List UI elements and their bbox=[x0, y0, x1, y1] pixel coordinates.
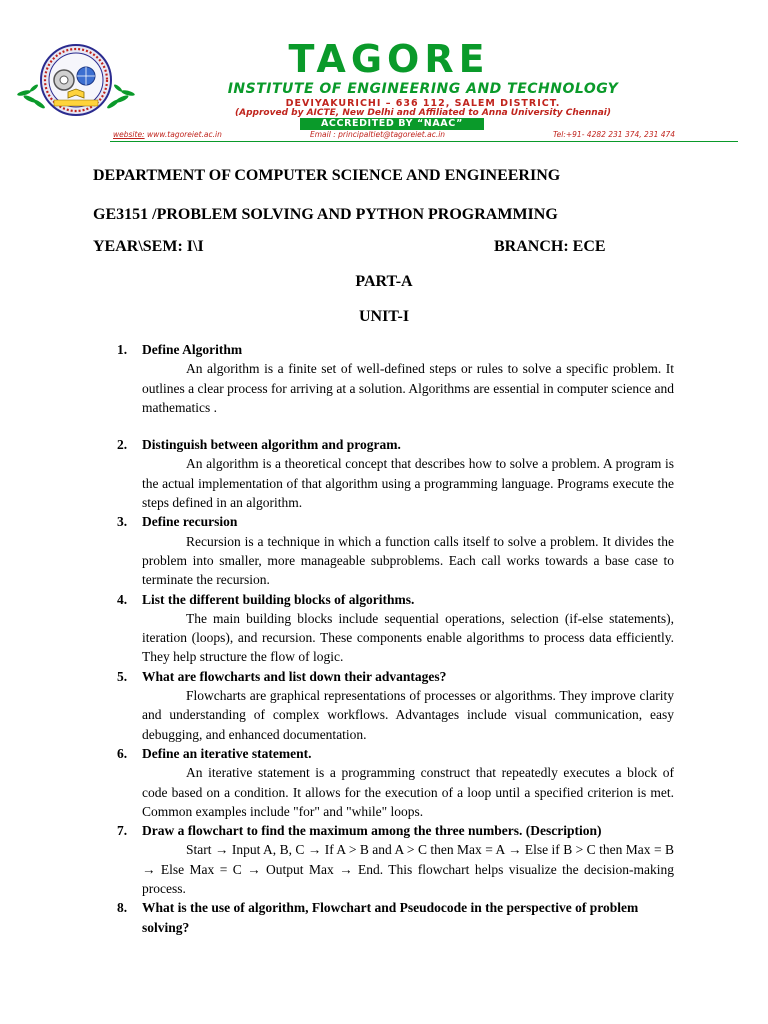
letterhead-divider bbox=[110, 141, 738, 142]
email-label: Email bbox=[310, 130, 331, 139]
question-answer: The main building blocks include sequential operations, selection (if-else statements), iteration (loops), and recursion. These components enable algorithms to process data efficiently. They help structure the flow of logic. bbox=[142, 610, 674, 665]
question-number: 7. bbox=[117, 823, 128, 839]
email-line bbox=[310, 130, 445, 139]
question-title: What is the use of algorithm, Flowchart and Pseudocode in the perspective of problem solving? bbox=[142, 900, 639, 935]
department-heading: DEPARTMENT OF COMPUTER SCIENCE AND ENGINEERING bbox=[93, 167, 561, 184]
approval-note: (Approved by AICTE, New Delhi and Affiliated to Anna University Chennai) bbox=[235, 108, 611, 118]
website-line bbox=[113, 130, 222, 139]
question-item bbox=[117, 435, 674, 512]
question-answer: Flowcharts are graphical representations of processes or algorithms. They improve clarity and understanding of complex workflows. Advantages include visual communication, easy debugging, and enhanced documentation. bbox=[142, 688, 674, 742]
question-answer: Start → Input A, B, C → If A > B and A > C then Max = A → Else if B > C then Max = B → Else Max = C → Output Max → End. This flowchart helps visualize the decision-making process. bbox=[142, 842, 674, 897]
question-number: 6. bbox=[117, 745, 128, 761]
question-title: What are flowcharts and list down their advantages? bbox=[142, 668, 447, 684]
question-title: Define Algorithm bbox=[142, 342, 243, 357]
question-item bbox=[117, 821, 674, 898]
question-item bbox=[117, 340, 674, 417]
question-item bbox=[117, 590, 674, 667]
question-title: Define an iterative statement. bbox=[142, 745, 312, 761]
question-title: Define recursion bbox=[142, 514, 238, 530]
accreditation-badge: ACCREDITED BY “NAAC” bbox=[300, 118, 484, 130]
question-number: 4. bbox=[117, 591, 128, 607]
question-title: List the different building blocks of algorithms. bbox=[142, 591, 415, 607]
question-title: Distinguish between algorithm and program. bbox=[142, 437, 401, 453]
question-title: Draw a flowchart to find the maximum among the three numbers. (Description) bbox=[142, 823, 602, 839]
letterhead bbox=[0, 0, 768, 150]
college-emblem-logo bbox=[14, 44, 138, 120]
question-item bbox=[117, 898, 674, 937]
spacer bbox=[117, 417, 674, 435]
question-number: 5. bbox=[117, 668, 128, 684]
website-label: website: bbox=[113, 130, 145, 139]
part-heading: PART-A bbox=[355, 273, 413, 290]
unit-heading: UNIT-I bbox=[358, 308, 410, 325]
institute-subtitle: INSTITUTE OF ENGINEERING AND TECHNOLOGY bbox=[227, 81, 619, 97]
question-item bbox=[117, 744, 674, 821]
question-item bbox=[117, 667, 674, 744]
branch-heading: BRANCH: ECE bbox=[494, 238, 606, 255]
year-sem-heading: YEAR\SEM: I\I bbox=[93, 238, 204, 255]
question-answer: An algorithm is a theoretical concept that describes how to solve a problem. A program is the actual implementation of that algorithm using a programming language. Programs execute the steps defined in an algorithm. bbox=[142, 456, 674, 511]
question-number: 1. bbox=[117, 342, 128, 357]
website-link[interactable]: www.tagoreiet.ac.in bbox=[144, 130, 222, 139]
email-link[interactable]: : principaltiet@tagoreiet.ac.in bbox=[330, 130, 446, 139]
question-item bbox=[117, 512, 674, 589]
question-answer: An algorithm is a finite set of well-defined steps or rules to solve a specific problem. It outlines a clear process for arriving at a solution. Algorithms are essential in computer science and mathematics . bbox=[142, 361, 674, 415]
course-heading: GE3151 /PROBLEM SOLVING AND PYTHON PROGRAMMING bbox=[93, 206, 558, 223]
institute-address: DEVIYAKURICHI – 636 112, SALEM DISTRICT. bbox=[285, 98, 561, 109]
question-answer: An iterative statement is a programming construct that repeatedly executes a block of code based on a condition. It allows for the execution of a loop until a specified criterion is met. Common examples include "for" and "while" loops. bbox=[142, 765, 674, 819]
question-answer: Recursion is a technique in which a function calls itself to solve a problem. It divides the problem into smaller, more manageable subproblems. Each call works towards a base case to terminate the recursion. bbox=[142, 533, 674, 588]
question-number: 3. bbox=[117, 514, 128, 530]
question-number: 8. bbox=[117, 900, 128, 916]
institute-name: TAGORE bbox=[288, 37, 490, 81]
telephone: Tel:+91- 4282 231 374, 231 474 bbox=[553, 130, 676, 139]
question-number: 2. bbox=[117, 437, 128, 453]
question-list bbox=[117, 340, 674, 937]
